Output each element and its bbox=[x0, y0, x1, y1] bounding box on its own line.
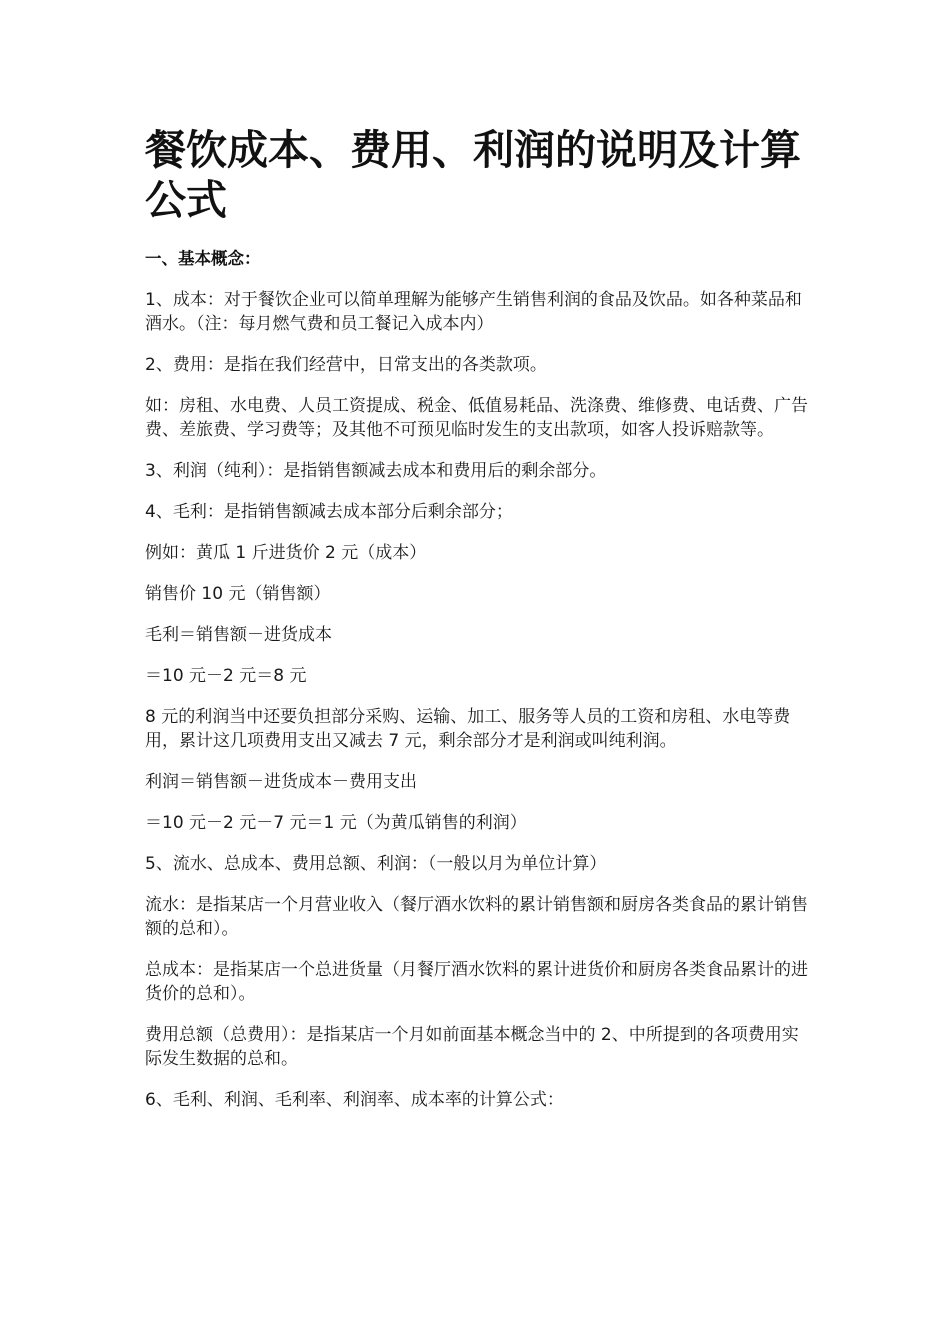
paragraph-section-6-heading: 6、毛利、利润、毛利率、利润率、成本率的计算公式： bbox=[145, 1090, 564, 1110]
paragraph-total-cost: 总成本：是指某店一个总进货量（月餐厅酒水饮料的累计进货价和厨房各类食品累计的进货价的总和）。 bbox=[145, 960, 808, 1004]
paragraph-net-profit-formula: 利润＝销售额－进货成本－费用支出 bbox=[145, 772, 417, 792]
paragraph-example-price: 销售价 10 元（销售额） bbox=[145, 584, 331, 604]
paragraph-turnover: 流水：是指某店一个月营业收入（餐厅酒水饮料的累计销售额和厨房各类食品的累计销售额的总和）。 bbox=[145, 895, 808, 939]
paragraph-cost: 1、成本：对于餐饮企业可以简单理解为能够产生销售利润的食品及饮品。如各种菜品和酒水。（注：每月燃气费和员工餐记入成本内） bbox=[145, 290, 802, 334]
paragraph-gross-profit-formula: 毛利＝销售额－进货成本 bbox=[145, 625, 332, 645]
paragraph-expense-examples: 如：房租、水电费、人员工资提成、税金、低值易耗品、洗涤费、维修费、电话费、广告费、差旅费、学习费等；及其他不可预见临时发生的支出款项，如客人投诉赔款等。 bbox=[145, 396, 808, 440]
paragraph-net-profit-calc: ＝10 元－2 元－7 元＝1 元（为黄瓜销售的利润） bbox=[145, 813, 527, 833]
paragraph-example-cost: 例如：黄瓜 1 斤进货价 2 元（成本） bbox=[145, 543, 427, 563]
paragraph-expense: 2、费用：是指在我们经营中，日常支出的各类款项。 bbox=[145, 355, 547, 375]
paragraph-profit: 3、利润（纯利）：是指销售额减去成本和费用后的剩余部分。 bbox=[145, 461, 607, 481]
paragraph-net-profit-explanation: 8 元的利润当中还要负担部分采购、运输、加工、服务等人员的工资和房租、水电等费用，累计这几项费用支出又减去 7 元，剩余部分才是利润或叫纯利润。 bbox=[145, 707, 791, 751]
section-heading-basic-concepts: 一、基本概念： bbox=[145, 249, 261, 268]
paragraph-gross-profit: 4、毛利：是指销售额减去成本部分后剩余部分； bbox=[145, 502, 513, 522]
document-title: 餐饮成本、费用、利润的说明及计算公式 bbox=[145, 126, 801, 224]
paragraph-gross-profit-calc: ＝10 元－2 元＝8 元 bbox=[145, 666, 307, 686]
paragraph-section-5-heading: 5、流水、总成本、费用总额、利润：（一般以月为单位计算） bbox=[145, 854, 607, 874]
paragraph-total-expense: 费用总额（总费用）：是指某店一个月如前面基本概念当中的 2、中所提到的各项费用实际发生数据的总和。 bbox=[145, 1025, 799, 1069]
document-page bbox=[145, 0, 810, 1112]
